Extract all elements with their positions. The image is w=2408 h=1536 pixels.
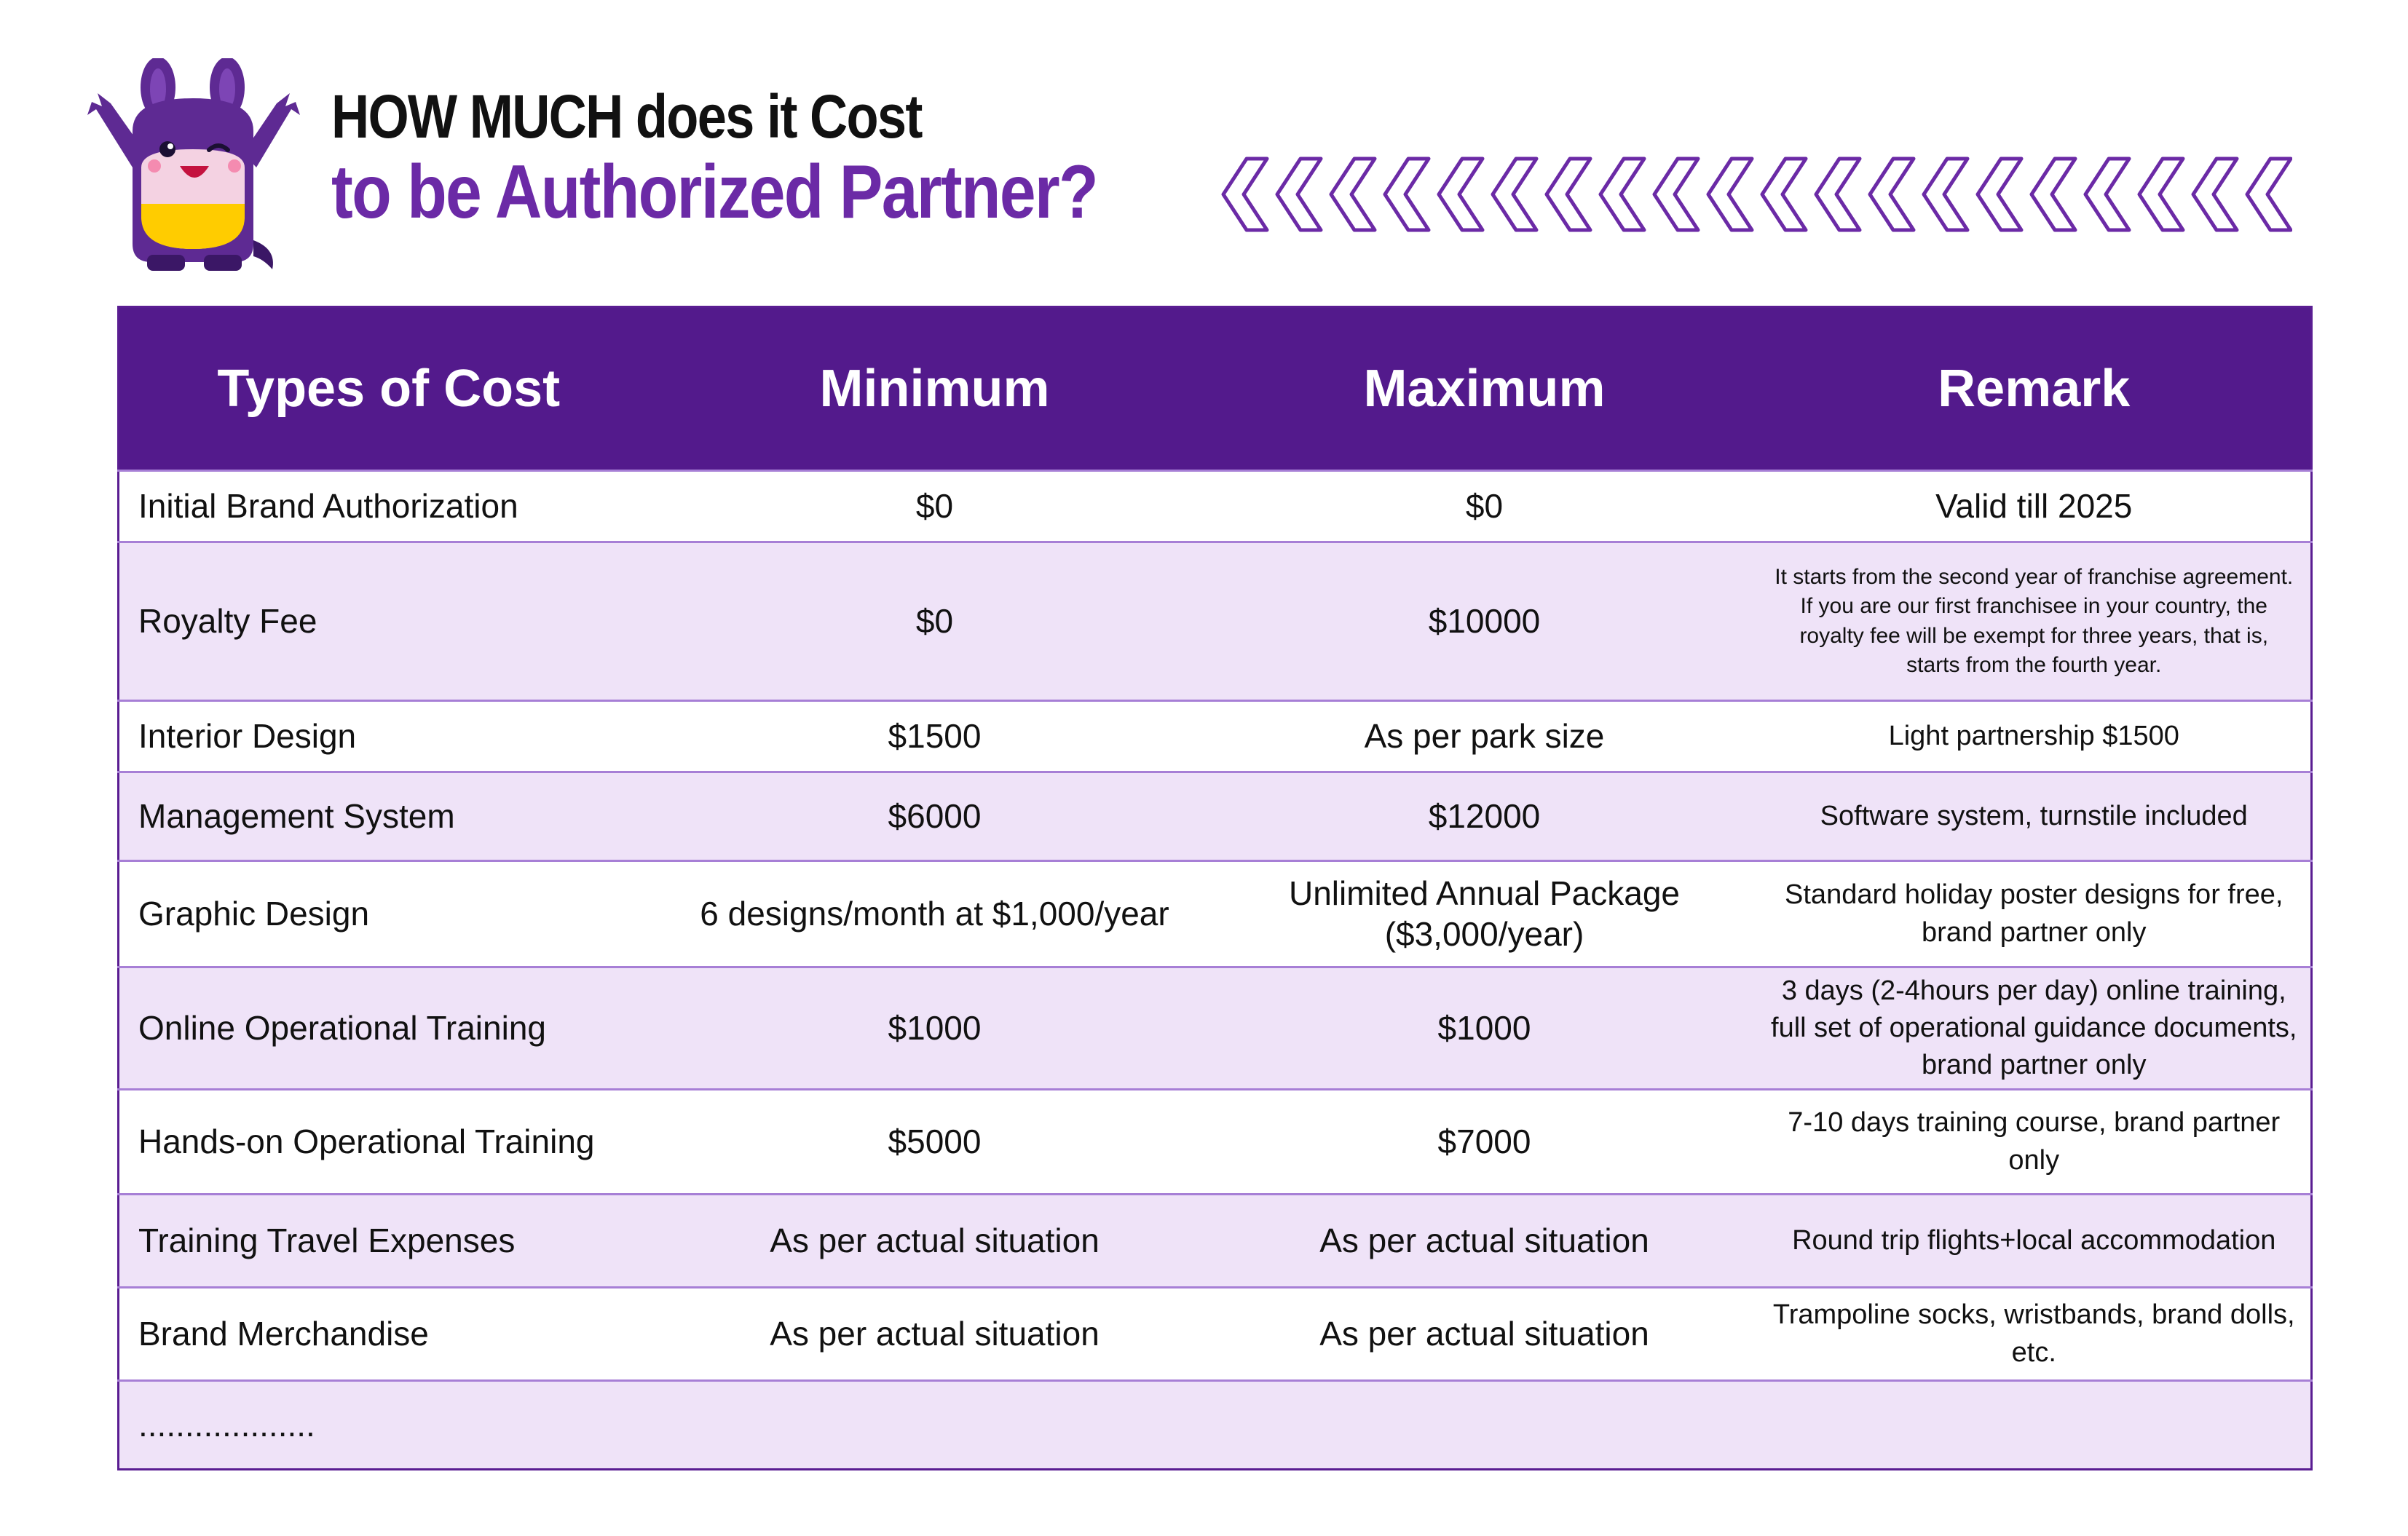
table-row <box>119 701 2312 772</box>
remark-cell: 7-10 days training course, brand partner only <box>1758 1090 2312 1195</box>
cost-type-cell: Royalty Fee <box>119 542 658 701</box>
remark-cell: Software system, turnstile included <box>1758 772 2312 861</box>
cost-type-cell: Training Travel Expenses <box>119 1195 658 1288</box>
header-maximum: Maximum <box>1212 307 1758 471</box>
chevron-shape <box>1600 159 1644 230</box>
remark-cell: Standard holiday poster designs for free, brand partner only <box>1758 861 2312 967</box>
chevron-shape <box>2032 159 2075 230</box>
chevron-shape <box>1493 159 1536 230</box>
chevron-shape <box>1708 159 1752 230</box>
minimum-cell: $1500 <box>658 701 1212 772</box>
cost-table <box>117 306 2313 1470</box>
maximum-cell: $0 <box>1212 471 1758 542</box>
minimum-cell: $1000 <box>658 967 1212 1090</box>
chevron-shape <box>1762 159 1806 230</box>
remark-cell: It starts from the second year of franchise agreement. If you are our first franchisee in your country, the royalty fee will be exempt for three years, that is, starts from the fourth year. <box>1758 542 2312 701</box>
maximum-cell <box>1212 1381 1758 1470</box>
header-types-of-cost: Types of Cost <box>119 307 658 471</box>
remark-cell: Light partnership $1500 <box>1758 701 2312 772</box>
maximum-cell: $7000 <box>1212 1090 1758 1195</box>
header-remark: Remark <box>1758 307 2312 471</box>
chevron-shape <box>1978 159 2021 230</box>
maximum-cell: As per actual situation <box>1212 1288 1758 1381</box>
minimum-cell: 6 designs/month at $1,000/year <box>658 861 1212 967</box>
chevron-shape <box>1223 159 1267 230</box>
table-row <box>119 471 2312 542</box>
cost-type-cell: Management System <box>119 772 658 861</box>
table-row <box>119 542 2312 701</box>
table-row <box>119 1381 2312 1470</box>
maximum-cell: As per park size <box>1212 701 1758 772</box>
table-row <box>119 967 2312 1090</box>
cost-type-cell: Brand Merchandise <box>119 1288 658 1381</box>
table-row <box>119 1195 2312 1288</box>
title-line-1: HOW MUCH does it Cost <box>331 82 922 151</box>
table-row <box>119 861 2312 967</box>
maximum-cell: $10000 <box>1212 542 1758 701</box>
remark-cell <box>1758 1381 2312 1470</box>
chevron-shape <box>1816 159 1860 230</box>
cost-type-cell: Interior Design <box>119 701 658 772</box>
minimum-cell: $0 <box>658 542 1212 701</box>
remark-cell: 3 days (2-4hours per day) online training, full set of operational guidance documents, brand partner only <box>1758 967 2312 1090</box>
remark-cell: Valid till 2025 <box>1758 471 2312 542</box>
table-row <box>119 1288 2312 1381</box>
chevron-arrows-icon <box>1215 154 2292 234</box>
chevron-shape <box>1277 159 1321 230</box>
page-title <box>331 82 1222 234</box>
cost-type-cell: Online Operational Training <box>119 967 658 1090</box>
bunny-mascot-icon <box>82 58 307 284</box>
maximum-cell: $12000 <box>1212 772 1758 861</box>
chevron-shape <box>1385 159 1429 230</box>
chevron-shape <box>1654 159 1698 230</box>
minimum-cell: As per actual situation <box>658 1288 1212 1381</box>
maximum-cell: As per actual situation <box>1212 1195 1758 1288</box>
minimum-cell: As per actual situation <box>658 1195 1212 1288</box>
minimum-cell: $6000 <box>658 772 1212 861</box>
chevron-shape <box>2247 159 2291 230</box>
minimum-cell: $0 <box>658 471 1212 542</box>
chevron-shape <box>1439 159 1483 230</box>
table-row <box>119 1090 2312 1195</box>
minimum-cell <box>658 1381 1212 1470</box>
chevron-shape <box>1331 159 1375 230</box>
chevron-shape <box>1870 159 1914 230</box>
table-row <box>119 772 2312 861</box>
chevron-shape <box>2085 159 2129 230</box>
chevron-shape <box>2139 159 2183 230</box>
chevron-shape <box>1924 159 1967 230</box>
cost-type-cell: Hands-on Operational Training <box>119 1090 658 1195</box>
remark-cell: Round trip flights+local accommodation <box>1758 1195 2312 1288</box>
cost-type-cell: Graphic Design <box>119 861 658 967</box>
cost-type-cell: ................... <box>119 1381 658 1470</box>
cost-type-cell: Initial Brand Authorization <box>119 471 658 542</box>
maximum-cell: Unlimited Annual Package ($3,000/year) <box>1212 861 1758 967</box>
chevron-shape <box>1547 159 1590 230</box>
chevron-shape <box>2193 159 2237 230</box>
minimum-cell: $5000 <box>658 1090 1212 1195</box>
maximum-cell: $1000 <box>1212 967 1758 1090</box>
title-line-2: to be Authorized Partner? <box>331 150 1097 234</box>
remark-cell: Trampoline socks, wristbands, brand dolls, etc. <box>1758 1288 2312 1381</box>
header-minimum: Minimum <box>658 307 1212 471</box>
table-header-row <box>119 307 2312 471</box>
